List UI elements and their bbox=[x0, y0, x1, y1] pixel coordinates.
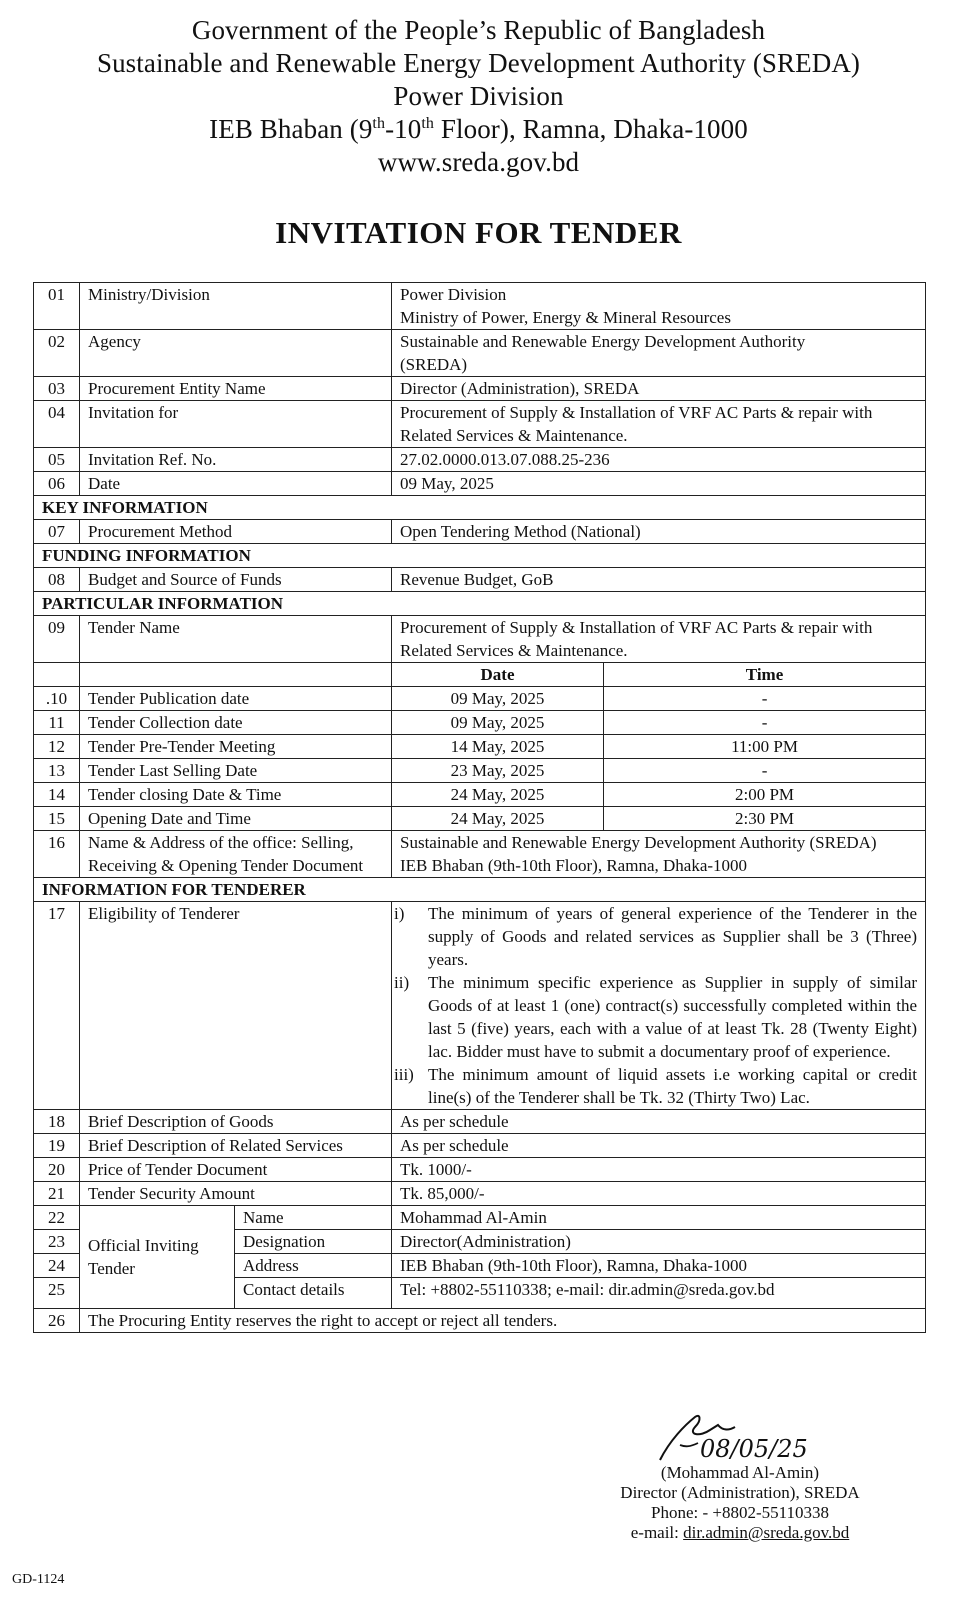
table-row: 22 Official Inviting Tender Name Mohammad Al-Amin bbox=[34, 1206, 926, 1230]
signature-date: 08/05/25 bbox=[700, 1435, 808, 1463]
email-link[interactable]: dir.admin@sreda.gov.bd bbox=[683, 1523, 850, 1542]
govt-line: Government of the People’s Republic of Bangladesh bbox=[191, 15, 766, 45]
table-row: 09 Tender Name Procurement of Supply & Installation of VRF AC Parts & repair with Related Services & Maintenance. bbox=[34, 616, 926, 663]
table-row: 03 Procurement Entity Name Director (Administration), SREDA bbox=[34, 377, 926, 401]
table-row: 02 Agency Sustainable and Renewable Energy Development Authority (SREDA) bbox=[34, 330, 926, 377]
list-item: i) The minimum of years of general experience of the Tenderer in the supply of Goods and related services as Supplier shall be 3 (Three) years. bbox=[394, 904, 918, 969]
page-title: INVITATION FOR TENDER bbox=[275, 215, 682, 250]
table-row: 21 Tender Security Amount Tk. 85,000/- bbox=[34, 1182, 926, 1206]
table-row: 01 Ministry/Division Power Division Ministry of Power, Energy & Mineral Resources bbox=[34, 283, 926, 330]
table-row: 06 Date 09 May, 2025 bbox=[34, 472, 926, 496]
section-header: KEY INFORMATION bbox=[34, 496, 926, 520]
table-row: 11 Tender Collection date 09 May, 2025 - bbox=[34, 711, 926, 735]
signatory-designation: Director (Administration), SREDA bbox=[620, 1483, 860, 1502]
tender-table bbox=[33, 282, 926, 1333]
website-line: www.sreda.gov.bd bbox=[377, 147, 580, 177]
section-header: PARTICULAR INFORMATION bbox=[34, 592, 926, 616]
letterhead bbox=[0, 14, 957, 179]
footer-code: GD-1124 bbox=[12, 1572, 65, 1587]
division-line: Power Division bbox=[393, 81, 564, 111]
table-row: 23 Designation Director(Administration) bbox=[34, 1230, 926, 1254]
table-row: 12 Tender Pre-Tender Meeting 14 May, 2025 11:00 PM bbox=[34, 735, 926, 759]
section-header: INFORMATION FOR TENDERER bbox=[34, 878, 926, 902]
table-row: 07 Procurement Method Open Tendering Method (National) bbox=[34, 520, 926, 544]
signatory-email: e-mail: dir.admin@sreda.gov.bd bbox=[630, 1523, 850, 1542]
agency-line: Sustainable and Renewable Energy Development Authority (SREDA) bbox=[96, 48, 861, 78]
list-item: iii) The minimum amount of liquid assets i.e working capital or credit line(s) of the Tenderer shall be Tk. 32 (Thirty Two) Lac. bbox=[394, 1065, 918, 1107]
signatory-phone: Phone: - +8802-55110338 bbox=[650, 1503, 829, 1522]
table-row: 05 Invitation Ref. No. 27.02.0000.013.07.088.25-236 bbox=[34, 448, 926, 472]
table-row: 17 Eligibility of Tenderer i) The minimum of years of general experience of the Tenderer in the supply of Goods and related services as Supplier shall be 3 (Three) years. ii) The minimum specific experience as Supplier in supply of similar Goods of at least 1 (one) contract(s) successfully completed within the last 5 (five) years, each with a value of at least Tk. 28 (Twenty Eight) lac. Bidder must have to submit a documentary proof of experience. iii) The minimum amount of liquid assets i.e working capital or credit line(s) of the Tenderer shall be Tk. 32 (Thirty Two) Lac. bbox=[34, 902, 926, 1110]
table-row: 26 The Procuring Entity reserves the right to accept or reject all tenders. bbox=[34, 1309, 926, 1333]
table-row: 25 Contact details Tel: +8802-55110338; e-mail: dir.admin@sreda.gov.bd bbox=[34, 1278, 926, 1309]
table-row: 14 Tender closing Date & Time 24 May, 2025 2:00 PM bbox=[34, 783, 926, 807]
table-row: 13 Tender Last Selling Date 23 May, 2025 - bbox=[34, 759, 926, 783]
table-row: .10 Tender Publication date 09 May, 2025 - bbox=[34, 687, 926, 711]
address-line: IEB Bhaban (9th-10th Floor), Ramna, Dhaka-1000 bbox=[209, 114, 748, 144]
table-row: 24 Address IEB Bhaban (9th-10th Floor), Ramna, Dhaka-1000 bbox=[34, 1254, 926, 1278]
table-row: 20 Price of Tender Document Tk. 1000/- bbox=[34, 1158, 926, 1182]
official-inviting-label: Official Inviting Tender bbox=[80, 1206, 235, 1309]
section-header: FUNDING INFORMATION bbox=[34, 544, 926, 568]
table-row: 08 Budget and Source of Funds Revenue Budget, GoB bbox=[34, 568, 926, 592]
list-item: ii) The minimum specific experience as Supplier in supply of similar Goods of at least 1 (one) contract(s) successfully completed within the last 5 (five) years, each with a value of at least Tk. 28 (Twenty Eight) lac. Bidder must have to submit a documentary proof of experience. bbox=[394, 973, 918, 1061]
table-row: 04 Invitation for Procurement of Supply & Installation of VRF AC Parts & repair with Related Services & Maintenance. bbox=[34, 401, 926, 448]
signature-block bbox=[560, 1435, 920, 1543]
table-row: 16 Name & Address of the office: Selling, Receiving & Opening Tender Document Sustainable and Renewable Energy Development Authority (SREDA) IEB Bhaban (9th-10th Floor), Ramna, Dhaka-1000 bbox=[34, 831, 926, 878]
table-row: 18 Brief Description of Goods As per schedule bbox=[34, 1110, 926, 1134]
table-row: 19 Brief Description of Related Services As per schedule bbox=[34, 1134, 926, 1158]
eligibility-list bbox=[392, 902, 926, 1110]
date-time-header: Date Time bbox=[34, 663, 926, 687]
signatory-name: (Mohammad Al-Amin) bbox=[660, 1463, 820, 1482]
table-row: 15 Opening Date and Time 24 May, 2025 2:30 PM bbox=[34, 807, 926, 831]
